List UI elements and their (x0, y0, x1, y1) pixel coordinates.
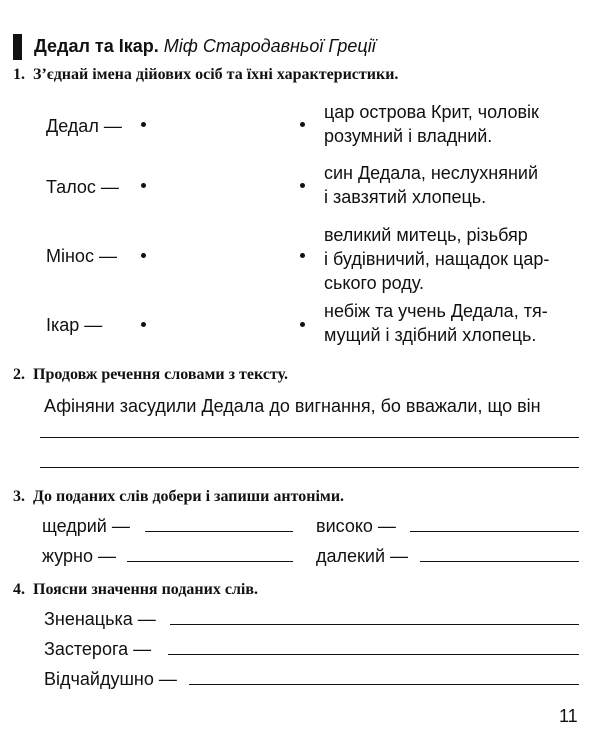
right-match-dot-1[interactable] (300, 122, 305, 127)
explain-answer-line-3[interactable] (189, 684, 579, 685)
name-talos: Талос — (46, 177, 119, 197)
task-3-heading (13, 488, 344, 506)
antonym-word-3: журно — (42, 546, 117, 566)
right-match-dot-4[interactable] (300, 322, 305, 327)
task-3-prompt: До поданих слів добери і запиши антоніми. (33, 488, 345, 505)
task-1-number: 1. (13, 66, 25, 83)
left-match-dot-4[interactable] (141, 322, 146, 327)
task-2-sentence: Афіняни засудили Дедала до вигнання, бо вважали, що він (44, 396, 541, 416)
task-1-heading (13, 66, 398, 84)
left-match-dot-3[interactable] (141, 253, 146, 258)
antonym-word-4: далекий — (316, 546, 409, 566)
description-4-line: небіж та учень Дедала, тя- (324, 301, 548, 321)
antonym-answer-line-1[interactable] (145, 531, 293, 532)
description-2 (324, 161, 570, 209)
description-4-line: мущий і здібний хлопець. (324, 325, 537, 345)
task-1-prompt: З’єднай імена дійових осіб та їхні характеристики. (33, 66, 399, 83)
name-ikar: Ікар — (46, 315, 103, 335)
left-match-dot-2[interactable] (141, 183, 146, 188)
right-match-dot-2[interactable] (300, 183, 305, 188)
description-4 (324, 299, 570, 347)
description-1-line: цар острова Крит, чоловік (324, 102, 539, 122)
task-2-prompt: Продовж речення словами з тексту. (33, 366, 288, 383)
task-4-number: 4. (13, 581, 25, 598)
explain-answer-line-1[interactable] (170, 624, 579, 625)
task-4-prompt: Поясни значення поданих слів. (33, 581, 259, 598)
description-2-line: син Дедала, неслухняний (324, 163, 539, 183)
left-match-dot-1[interactable] (141, 122, 146, 127)
explain-word-3: Відчайдушно — (44, 669, 177, 689)
antonym-answer-line-4[interactable] (420, 561, 579, 562)
title-marker-bar (13, 34, 22, 60)
title-italic: Міф Стародавньої Греції (163, 36, 376, 56)
title-bold: Дедал та Ікар. (34, 36, 159, 56)
explain-word-2: Застерога — (44, 639, 152, 659)
task-2-heading (13, 366, 288, 384)
answer-line[interactable] (40, 437, 579, 438)
antonym-word-2: високо — (316, 516, 396, 536)
name-minos: Мінос — (46, 246, 117, 266)
description-1 (324, 100, 570, 148)
description-3-line: великий митець, різьбяр (324, 225, 528, 245)
explain-word-1: Зненацька — (44, 609, 156, 629)
description-3 (324, 223, 570, 295)
answer-line[interactable] (40, 467, 579, 468)
task-3-number: 3. (13, 488, 25, 505)
task-2-number: 2. (13, 366, 25, 383)
name-dedal: Дедал — (46, 116, 122, 136)
right-match-dot-3[interactable] (300, 253, 305, 258)
page-title (34, 36, 376, 57)
page-number: 11 (559, 706, 578, 726)
explain-answer-line-2[interactable] (168, 654, 579, 655)
antonym-answer-line-3[interactable] (127, 561, 293, 562)
description-3-line: ського роду. (324, 273, 424, 293)
antonym-answer-line-2[interactable] (410, 531, 579, 532)
antonym-word-1: щедрий — (42, 516, 130, 536)
task-4-heading (13, 581, 258, 599)
description-1-line: розумний і владний. (324, 126, 493, 146)
description-2-line: і завзятий хлопець. (324, 187, 487, 207)
description-3-line: і будівничий, нащадок цар- (324, 249, 550, 269)
